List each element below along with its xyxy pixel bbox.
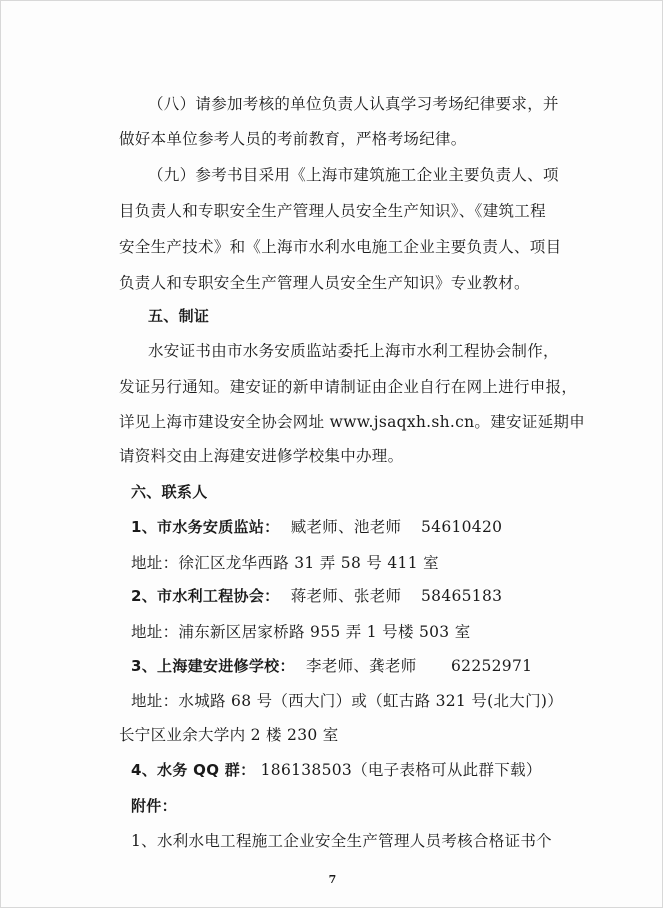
contact-phone: 62252971 (451, 657, 533, 675)
contact-address-continued: 长宁区业余大学内 2 楼 230 室 (119, 726, 339, 744)
section-heading-attachments: 附件： (131, 797, 177, 815)
contact-org: 3、上海建安进修学校： (131, 657, 295, 675)
section-heading-contacts: 六、联系人 (131, 483, 208, 501)
certification-line2: 发证另行通知。建安证的新申请制证由企业自行在网上进行申报， (119, 378, 578, 396)
contact-people: 臧老师、池老师 (290, 518, 402, 536)
section9-line2: 目负责人和专职安全生产管理人员安全生产知识》、《建筑工程 (119, 202, 546, 220)
qq-group-row (131, 759, 542, 781)
section8-line1: （八）请参加考核的单位负责人认真学习考场纪律要求，并 (148, 95, 559, 113)
section8-line2: 做好本单位参考人员的考前教育，严格考场纪律。 (119, 130, 467, 148)
contact-phone: 54610420 (421, 518, 503, 536)
certification-line3: 详见上海市建设安全协会网址 www.jsaqxh.sh.cn。建安证延期申 (119, 413, 586, 431)
qq-group-value: 186138503（电子表格可从此群下载） (260, 761, 542, 779)
contact-address: 地址：徐汇区龙华西路 31 弄 58 号 411 室 (131, 554, 439, 572)
contact-row (131, 585, 503, 607)
contact-people: 李老师、龚老师 (305, 657, 417, 675)
contact-people: 蒋老师、张老师 (290, 587, 402, 605)
section-heading-certification: 五、制证 (148, 307, 210, 325)
attachment-line1: 1、水利水电工程施工企业安全生产管理人员考核合格证书个 (131, 832, 552, 850)
section9-line4: 负责人和专职安全生产管理人员安全生产知识》专业教材。 (119, 274, 530, 292)
contact-address: 地址：浦东新区居家桥路 955 弄 1 号楼 503 室 (131, 623, 471, 641)
certification-line4: 请资料交由上海建安进修学校集中办理。 (119, 447, 404, 465)
section9-line3: 安全生产技术》和《上海市水利水电施工企业主要负责人、项目 (119, 238, 562, 256)
qq-group-label: 4、水务 QQ 群： (131, 761, 256, 779)
contact-org: 2、市水利工程协会： (131, 587, 280, 605)
contact-address: 地址：水城路 68 号（西大门）或（虹古路 321 号(北大门)） (131, 692, 564, 710)
section9-line1: （九）参考书目采用《上海市建筑施工企业主要负责人、项 (148, 166, 559, 184)
certification-line1: 水安证书由市水务安质监站委托上海市水利工程协会制作， (148, 342, 559, 360)
page-number: 7 (328, 873, 337, 886)
contact-row (131, 655, 533, 677)
contact-org: 1、市水务安质监站： (131, 518, 280, 536)
contact-row (131, 516, 503, 538)
contact-phone: 58465183 (421, 587, 503, 605)
